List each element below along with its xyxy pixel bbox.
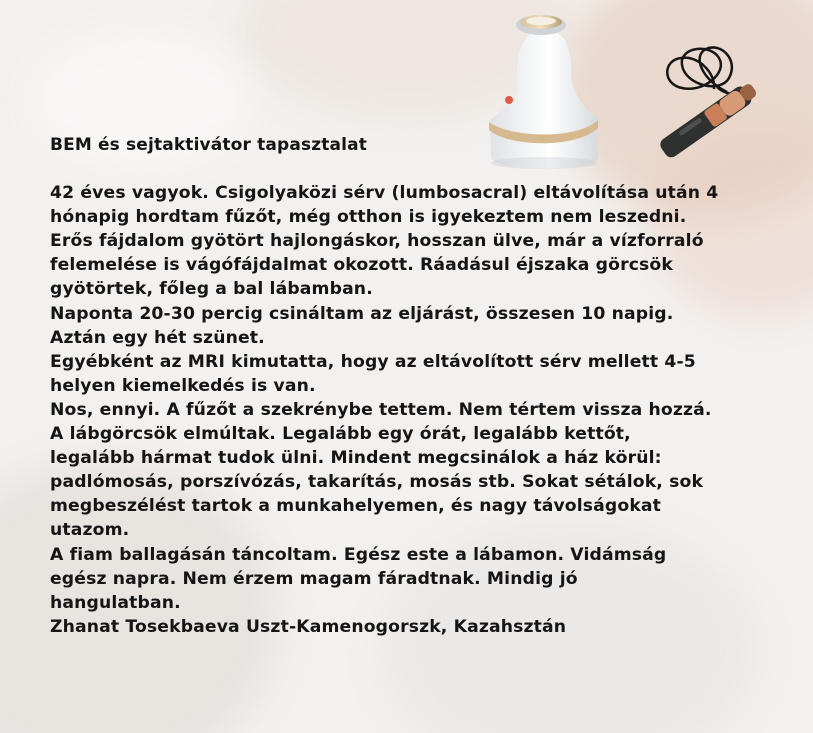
text-line: Nos, ennyi. A fűzőt a szekrénybe tettem. Nem tértem vissza hozzá. <box>50 399 712 420</box>
text-line: hangulatban. <box>50 592 181 613</box>
text-line: Erős fájdalom gyötört hajlongáskor, hosszan ülve, már a vízforraló <box>50 231 704 252</box>
signature-line: Zhanat Tosekbaeva Uszt-Kamenogorszk, Kazahsztán <box>50 616 567 637</box>
text-line: A lábgörcsök elmúltak. Legalább egy órát, legalább kettőt, <box>50 424 631 445</box>
text-line: helyen kiemelkedés is van. <box>50 375 316 396</box>
testimonial-text <box>50 133 770 639</box>
text-line: egész napra. Nem érzem magam fáradtnak. Mindig jó <box>50 568 578 589</box>
text-line: hónapig hordtam fűzőt, még otthon is igyekeztem nem leszedni. <box>50 207 687 228</box>
text-line: padlómosás, porszívózás, takarítás, mosás stb. Sokat sétálok, sok <box>50 472 704 493</box>
text-line: 42 éves vagyok. Csigolyaközi sérv (lumbosacral) eltávolítása után 4 <box>50 183 719 204</box>
document-title: BEM és sejtaktivátor tapasztalat <box>50 135 368 155</box>
text-line: legalább hármat tudok ülni. Mindent megcsinálok a ház körül: <box>50 448 662 469</box>
text-line: A fiam ballagásán táncoltam. Egész este a lábamon. Vidámság <box>50 544 667 565</box>
text-line: megbeszélést tartok a munkahelyemen, és nagy távolságokat <box>50 496 662 517</box>
text-line: gyötörtek, főleg a bal lábamban. <box>50 279 373 300</box>
text-line: Naponta 20-30 percig csináltam az eljárást, összesen 10 napig. <box>50 303 674 324</box>
text-line: felemelése is vágófájdalmat okozott. Ráadásul éjszaka görcsök <box>50 255 673 276</box>
text-line: Egyébként az MRI kimutatta, hogy az eltávolított sérv mellett 4-5 <box>50 351 696 372</box>
text-line: Aztán egy hét szünet. <box>50 327 265 348</box>
text-line: utazom. <box>50 520 130 541</box>
